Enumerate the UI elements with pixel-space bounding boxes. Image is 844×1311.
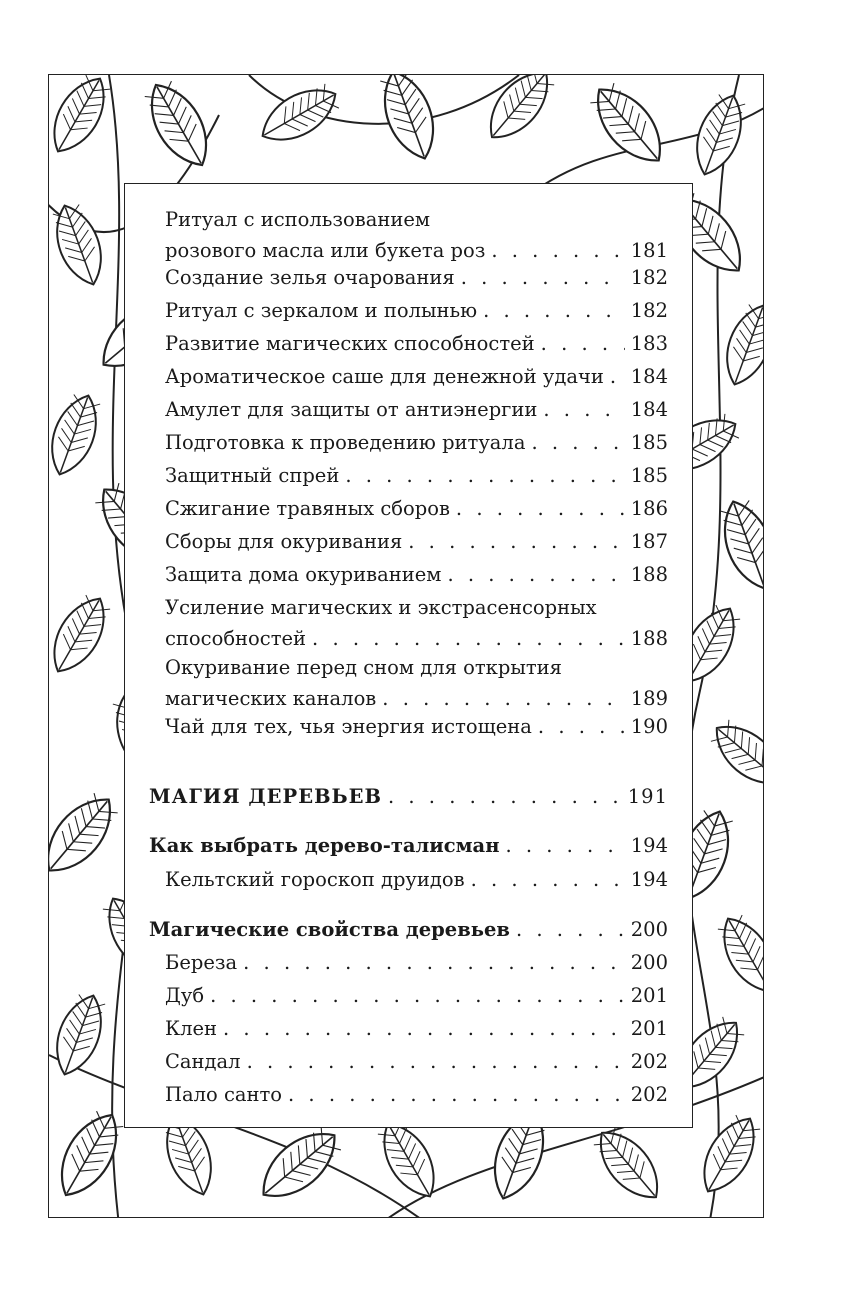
toc-entry-title: Береза (165, 951, 238, 974)
toc-entry[interactable] (149, 559, 668, 590)
toc-entry-page: 181 (630, 239, 668, 262)
toc-entry-page: 182 (630, 299, 668, 322)
toc-entry-page: 182 (630, 266, 668, 289)
toc-entry-title-line1: Усиление магических и экстрасенсорных (165, 596, 597, 619)
toc-entry-page: 184 (630, 365, 668, 388)
toc-entry[interactable] (149, 1046, 668, 1077)
leader-dots (243, 947, 625, 978)
toc-panel (124, 183, 693, 1128)
toc-entry-page: 194 (630, 868, 668, 891)
toc-entry[interactable] (149, 1079, 668, 1110)
leader-dots (471, 864, 625, 895)
leader-dots (456, 493, 625, 524)
leaf-icon (49, 786, 125, 884)
toc-entry[interactable] (149, 711, 668, 742)
toc-entry-title: Дуб (165, 984, 205, 1007)
toc-entry-page: 194 (630, 834, 668, 857)
toc-entry-title: способностей (165, 627, 307, 650)
toc-entry-page: 188 (630, 627, 668, 650)
toc-entry-page: 189 (630, 687, 668, 710)
toc-entry[interactable] (149, 262, 668, 293)
toc-entry-title: Амулет для защиты от антиэнергии (165, 398, 538, 421)
leader-dots (312, 623, 625, 654)
leaf-icon (49, 389, 107, 481)
leaf-icon (691, 1109, 764, 1201)
toc-entry-page: 183 (630, 332, 668, 355)
toc-chapter[interactable] (149, 781, 668, 812)
toc-entry-page: 201 (630, 1017, 668, 1040)
leader-dots (543, 394, 624, 425)
toc-entry-page: 202 (630, 1050, 668, 1073)
leaf-icon (49, 589, 117, 681)
toc-entry-page: 191 (627, 785, 668, 808)
leaf-icon (137, 75, 220, 176)
toc-entry-page: 202 (630, 1083, 668, 1106)
leaf-icon (373, 75, 445, 166)
toc-entry[interactable] (149, 295, 668, 326)
leader-dots (505, 830, 624, 861)
toc-entry[interactable] (149, 328, 668, 359)
leader-dots (447, 559, 624, 590)
toc-entry[interactable] (149, 204, 668, 266)
leader-dots (531, 427, 624, 458)
toc-entry-title: магических каналов (165, 687, 377, 710)
toc-entry[interactable] (149, 427, 668, 458)
leaf-icon (253, 77, 345, 153)
toc-entry-title: Клен (165, 1017, 218, 1040)
toc-entry-title: Сандал (165, 1050, 241, 1073)
leaf-icon (477, 75, 561, 150)
toc-entry-page: 188 (630, 563, 668, 586)
toc-entry[interactable] (149, 493, 668, 524)
toc-section[interactable] (149, 914, 668, 945)
leaf-icon (716, 299, 764, 391)
leader-dots (247, 1046, 625, 1077)
leaf-icon (49, 1104, 131, 1205)
toc-entry[interactable] (149, 592, 668, 654)
leader-dots (461, 262, 625, 293)
leader-dots (345, 460, 624, 491)
toc-entry-page: 190 (630, 715, 668, 738)
leader-dots (483, 295, 625, 326)
toc-entry[interactable] (149, 526, 668, 557)
toc-entry-title: Чай для тех, чья энергия истощена (165, 715, 532, 738)
toc-entry-title: Подготовка к проведению ритуала (165, 431, 526, 454)
leader-dots (516, 914, 625, 945)
toc-entry-title-line1: Окуривание перед сном для открытия (165, 656, 562, 679)
toc-entry[interactable] (149, 1013, 668, 1044)
toc-entry-page: 200 (630, 951, 668, 974)
toc-entry[interactable] (149, 460, 668, 491)
toc-entry-title: Сборы для окуривания (165, 530, 403, 553)
toc-entry-title: Ритуал с зеркалом и полынью (165, 299, 478, 322)
leader-dots (541, 328, 625, 359)
toc-entry[interactable] (149, 864, 668, 895)
toc-entry-page: 201 (630, 984, 668, 1007)
toc-entry-title-line1: Ритуал с использованием (165, 208, 431, 231)
toc-entry-title: Защитный спрей (165, 464, 340, 487)
toc-entry[interactable] (149, 980, 668, 1011)
leader-dots (610, 361, 625, 392)
toc-entry[interactable] (149, 652, 668, 714)
toc-entry[interactable] (149, 947, 668, 978)
toc-entry-page: 186 (630, 497, 668, 520)
leaf-icon (250, 1119, 348, 1211)
leader-dots (388, 781, 622, 812)
leader-dots (408, 526, 624, 557)
toc-entry[interactable] (149, 361, 668, 392)
toc-entry-page: 185 (630, 464, 668, 487)
toc-entry-page: 200 (630, 918, 668, 941)
toc-entry-title: Защита дома окуриванием (165, 563, 442, 586)
leader-dots (538, 711, 625, 742)
toc-entry-title: Создание зелья очарования (165, 266, 455, 289)
leaf-icon (49, 75, 117, 161)
toc-entry-page: 185 (630, 431, 668, 454)
leader-dots (382, 683, 624, 714)
toc-section-title: Магические свойства деревьев (149, 918, 510, 941)
toc-chapter-title: МАГИЯ ДЕРЕВЬЕВ (149, 785, 382, 808)
leader-dots (210, 980, 625, 1011)
toc-entry-title: Развитие магических способностей (165, 332, 535, 355)
toc-entry[interactable] (149, 394, 668, 425)
toc-entry-title: Пало санто (165, 1083, 283, 1106)
toc-entry-title: Сжигание травяных сборов (165, 497, 450, 520)
leader-dots (288, 1079, 625, 1110)
toc-entry-page: 187 (630, 530, 668, 553)
toc-entry-title: розового масла или букета роз (165, 239, 486, 262)
leaf-icon (49, 989, 112, 1081)
leaf-icon (704, 713, 764, 797)
toc-section[interactable] (149, 830, 668, 861)
toc-entry-title: Кельтский гороскоп друидов (165, 868, 465, 891)
toc-entry-title: Ароматическое саше для денежной удачи (165, 365, 604, 388)
toc-section-title: Как выбрать дерево-талисман (149, 834, 500, 857)
leaf-icon (711, 909, 764, 1001)
toc-entry-page: 184 (630, 398, 668, 421)
leader-dots (223, 1013, 625, 1044)
